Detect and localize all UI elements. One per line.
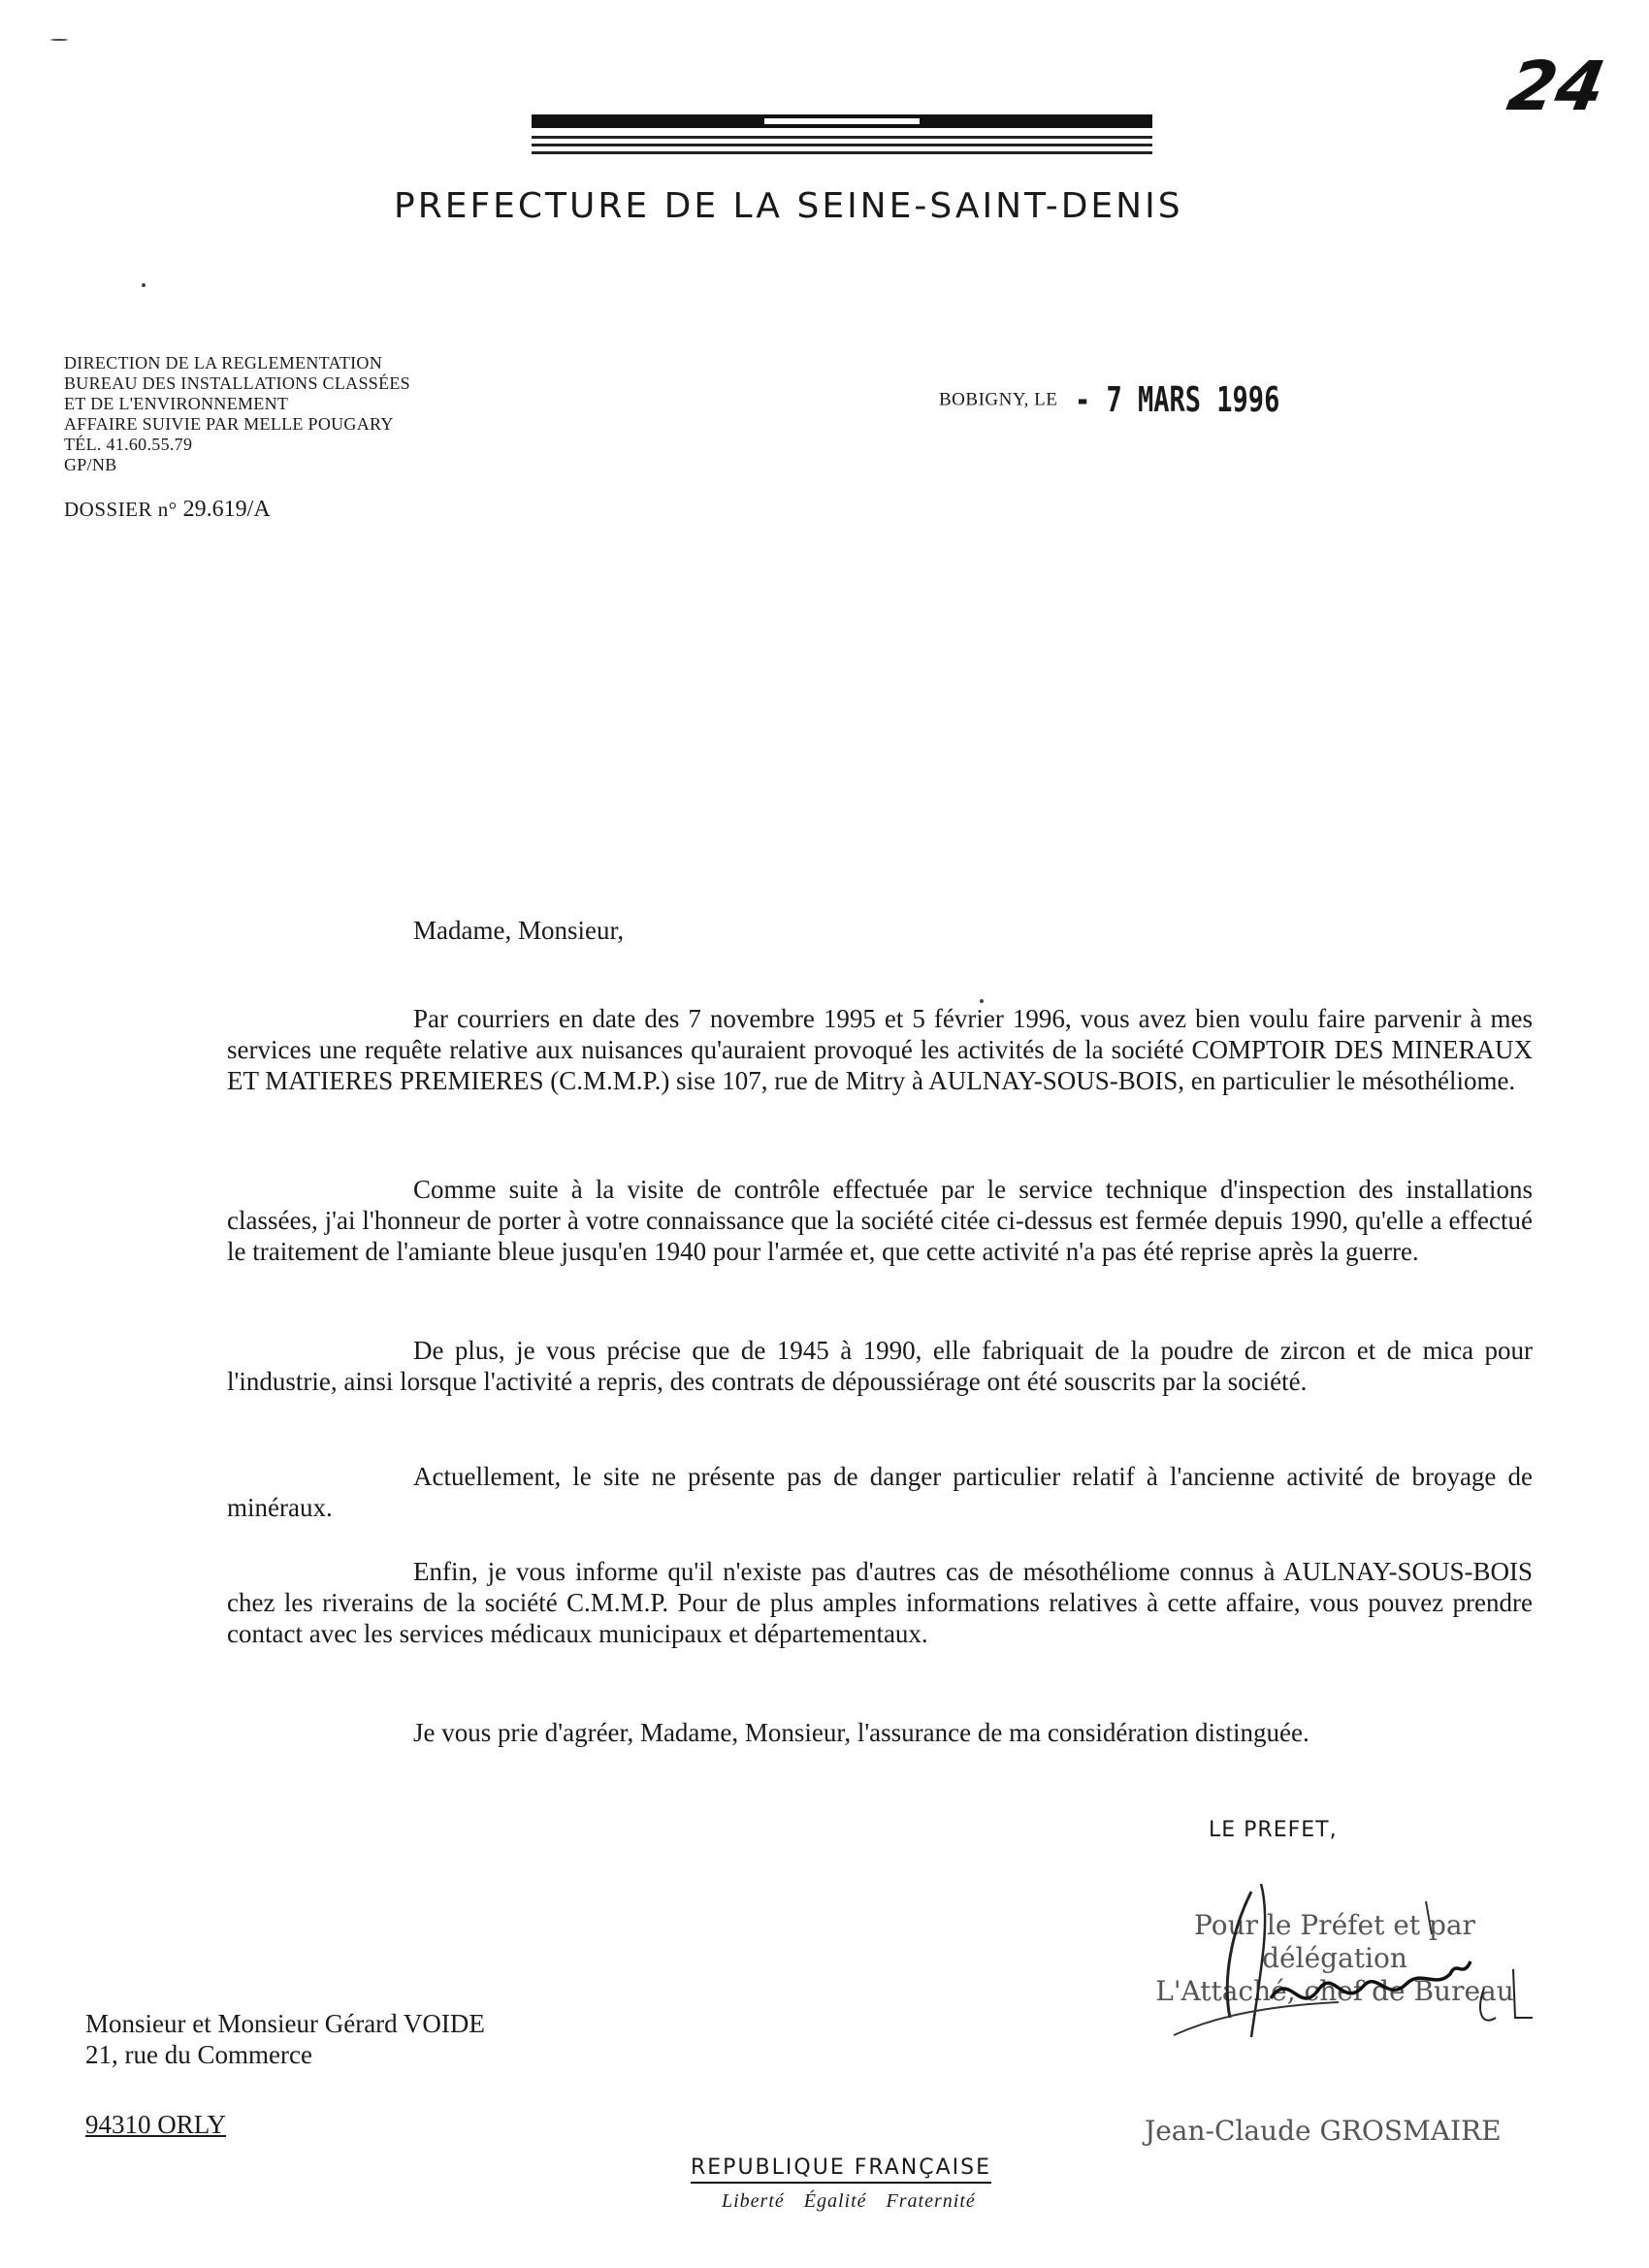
prefecture-title: PREFECTURE DE LA SEINE-SAINT-DENIS bbox=[394, 186, 1183, 226]
dossier-label: DOSSIER n° bbox=[64, 498, 178, 521]
recipient-address bbox=[85, 2008, 485, 2140]
footer-motto bbox=[722, 2190, 989, 2213]
service-line: AFFAIRE SUIVIE PAR MELLE POUGARY bbox=[64, 414, 394, 434]
date-stamp: - 7 MARS 1996 bbox=[1075, 380, 1280, 420]
signer-title: LE PREFET, bbox=[1209, 1818, 1338, 1842]
body-paragraph: Comme suite à la visite de contrôle effectuée par le service technique d'inspection des installations classées, j'ai l'honneur de porter à votre connaissance que la société citée ci-dessus est fermée depuis 1990, qu'elle a effectué le traitement de l'amiante bleue jusqu'en 1940 pour l'armée et, que cette activité n'a pas été reprise après la guerre. bbox=[227, 1175, 1533, 1266]
page-number: 24 bbox=[1502, 47, 1611, 126]
header-rule bbox=[532, 114, 1152, 169]
delegation-line: L'Attaché, chef de Bureau bbox=[1155, 1975, 1514, 2007]
scan-speck bbox=[142, 283, 146, 287]
body-paragraph: Par courriers en date des 7 novembre 1995 et 5 février 1996, vous avez bien voulu faire parvenir à mes services une requête relative aux nuisances qu'auraient provoqué les activités de la société COMPTOIR DES MINERAUX ET MATIERES PREMIERES (C.M.M.P.) sise 107, rue de Mitry à AULNAY-SOUS-BOIS, en particulier le mésothéliome. bbox=[227, 1004, 1533, 1095]
motto-word: Fraternité bbox=[886, 2190, 976, 2212]
body-paragraph: De plus, je vous précise que de 1945 à 1990, elle fabriquait de la poudre de zircon et de mica pour l'industrie, ainsi lorsque l'activité a repris, des contrats de dépoussiérage ont été souscrits par la société. bbox=[227, 1336, 1533, 1396]
handwritten-signature bbox=[1116, 1872, 1581, 2066]
delegation-line: Pour le Préfet et par délégation bbox=[1194, 1909, 1475, 1974]
motto-word: Liberté bbox=[722, 2190, 785, 2212]
footer-title: REPUBLIQUE FRANÇAISE bbox=[691, 2155, 991, 2184]
signer-name: Jean-Claude GROSMAIRE bbox=[1145, 2115, 1502, 2147]
service-line: GP/NB bbox=[64, 455, 117, 474]
body-paragraph: Actuellement, le site ne présente pas de danger particulier relatif à l'ancienne activité de broyage de minéraux. bbox=[227, 1462, 1533, 1522]
recipient-name: Monsieur et Monsieur Gérard VOIDE bbox=[85, 2009, 485, 2038]
motto-word: Égalité bbox=[803, 2190, 867, 2212]
dossier-number: 29.619/A bbox=[182, 497, 271, 522]
salutation: Madame, Monsieur, bbox=[413, 916, 625, 945]
scan-speck bbox=[980, 999, 984, 1003]
recipient-city: 94310 ORLY bbox=[85, 2110, 227, 2139]
closing-paragraph: Je vous prie d'agréer, Madame, Monsieur, l'assurance de ma considération distinguée. bbox=[413, 1718, 1310, 1747]
body-paragraph: Enfin, je vous informe qu'il n'existe pas d'autres cas de mésothéliome connus à AULNAY-SOUS-BOIS chez les riverains de la société C.M.M.P. Pour de plus amples informations relatives à cette affaire, vous pouvez prendre contact avec les services médicaux municipaux et départementaux. bbox=[227, 1557, 1533, 1648]
service-line: TÉL. 41.60.55.79 bbox=[64, 435, 193, 454]
date-line bbox=[939, 380, 1348, 420]
service-line: DIRECTION DE LA REGLEMENTATION bbox=[64, 353, 383, 373]
recipient-street: 21, rue du Commerce bbox=[85, 2040, 312, 2069]
service-block bbox=[64, 353, 410, 475]
service-line: BUREAU DES INSTALLATIONS CLASSÉES bbox=[64, 373, 410, 393]
service-line: ET DE L'ENVIRONNEMENT bbox=[64, 394, 289, 413]
scan-speck bbox=[50, 39, 68, 41]
date-place: BOBIGNY, LE bbox=[939, 389, 1058, 410]
dossier-reference bbox=[64, 497, 271, 523]
